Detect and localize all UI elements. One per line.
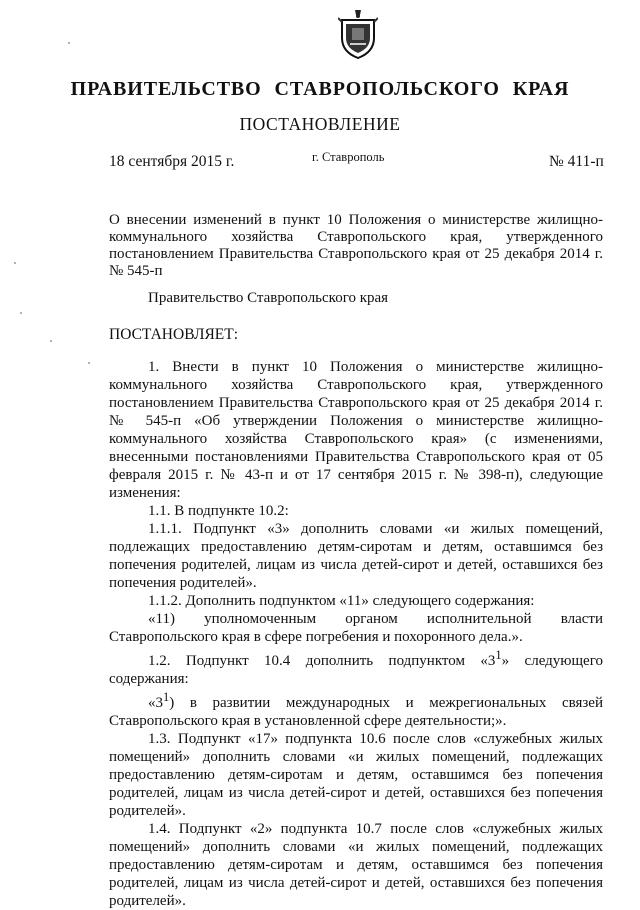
scan-speck [68,42,70,44]
document-type: ПОСТАНОВЛЕНИЕ [239,114,401,134]
paragraph-quote-text-before: «3 [148,695,163,711]
paragraph-1-1: 1.1. В подпункте 10.2: [148,503,289,519]
superscript-1: 1 [495,648,502,662]
coat-of-arms-icon [338,8,378,60]
paragraph-quote-11: «11) уполномоченным органом исполнительной власти Ставропольского края в сфере погребения и похоронного дела.». [109,611,603,645]
paragraph-1-1-2: 1.1.2. Дополнить подпунктом «11» следующего содержания: [148,593,535,609]
document-number: № 411-п [549,153,604,170]
paragraph-1-1-1: 1.1.1. Подпункт «3» дополнить словами «и жилых помещений, подлежащих предоставлению детям-сиротам и детям, оставшимся без попечения родителей, лицам из числа детей-сирот и детей, оставшихся без попечения родителей». [109,521,603,591]
scan-speck [20,312,22,314]
document-city: г. Ставрополь [312,150,385,164]
paragraph-1-2-text-after: » следующего содержания: [109,653,603,687]
scan-speck [88,362,90,364]
decree-word: ПОСТАНОВЛЯЕТ: [109,326,239,343]
paragraph-1: 1. Внести в пункт 10 Положения о министерстве жилищно-коммунального хозяйства Ставропольского края, утвержденного постановлением Правительства Ставропольского края от 25 декабря 2014 г. № 545-п «Об утверждении Положения о министерстве жилищно-коммунального хозяйства Ставропольского края» (с изменениями, внесенными постановлениями Правительства Ставропольского края от 05 февраля 2015 г. № 43-п и от 17 сентября 2015 г. № 398-п), следующие изменения: [109,359,603,501]
superscript-1: 1 [163,690,170,704]
scan-speck [50,340,52,342]
scan-speck [14,262,16,264]
paragraph-1-4: 1.4. Подпункт «2» подпункта 10.7 после слов «служебных жилых помещений» дополнить словами «и жилых помещений, подлежащих предоставлению детям-сиротам и детям, оставшимся без попечения родителей, лицам из числа детей-сирот и детей, оставшихся без попечения родителей». [109,821,603,909]
issuing-organization: Правительство Ставропольского края [148,290,389,306]
paragraph-1-3: 1.3. Подпункт «17» подпункта 10.6 после слов «служебных жилых помещений» дополнить словами «и жилых помещений, подлежащих предоставлению детям-сиротам и детям, оставшимся без попечения родителей, лицам из числа детей-сирот и детей, оставшихся без попечения родителей». [109,731,603,819]
government-title: ПРАВИТЕЛЬСТВО СТАВРОПОЛЬСКОГО КРАЯ [70,78,570,100]
paragraph-quote-text-after: ) в развитии международных и межрегиональных связей Ставропольского края в установленной сфере деятельности;». [109,695,603,729]
paragraph-1-2 [109,646,603,688]
paragraph-1-2-text-before: 1.2. Подпункт 10.4 дополнить подпунктом «3 [148,653,496,669]
document-date: 18 сентября 2015 г. [109,153,235,170]
document-subject: О внесении изменений в пункт 10 Положения о министерстве жилищно-коммунального хозяйства Ставропольского края, утвержденного постановлением Правительства Ставропольского края от 25 декабря 2014 г. № 545-п [109,212,603,279]
paragraph-quote-3-1 [109,688,603,730]
document-body [109,358,603,910]
